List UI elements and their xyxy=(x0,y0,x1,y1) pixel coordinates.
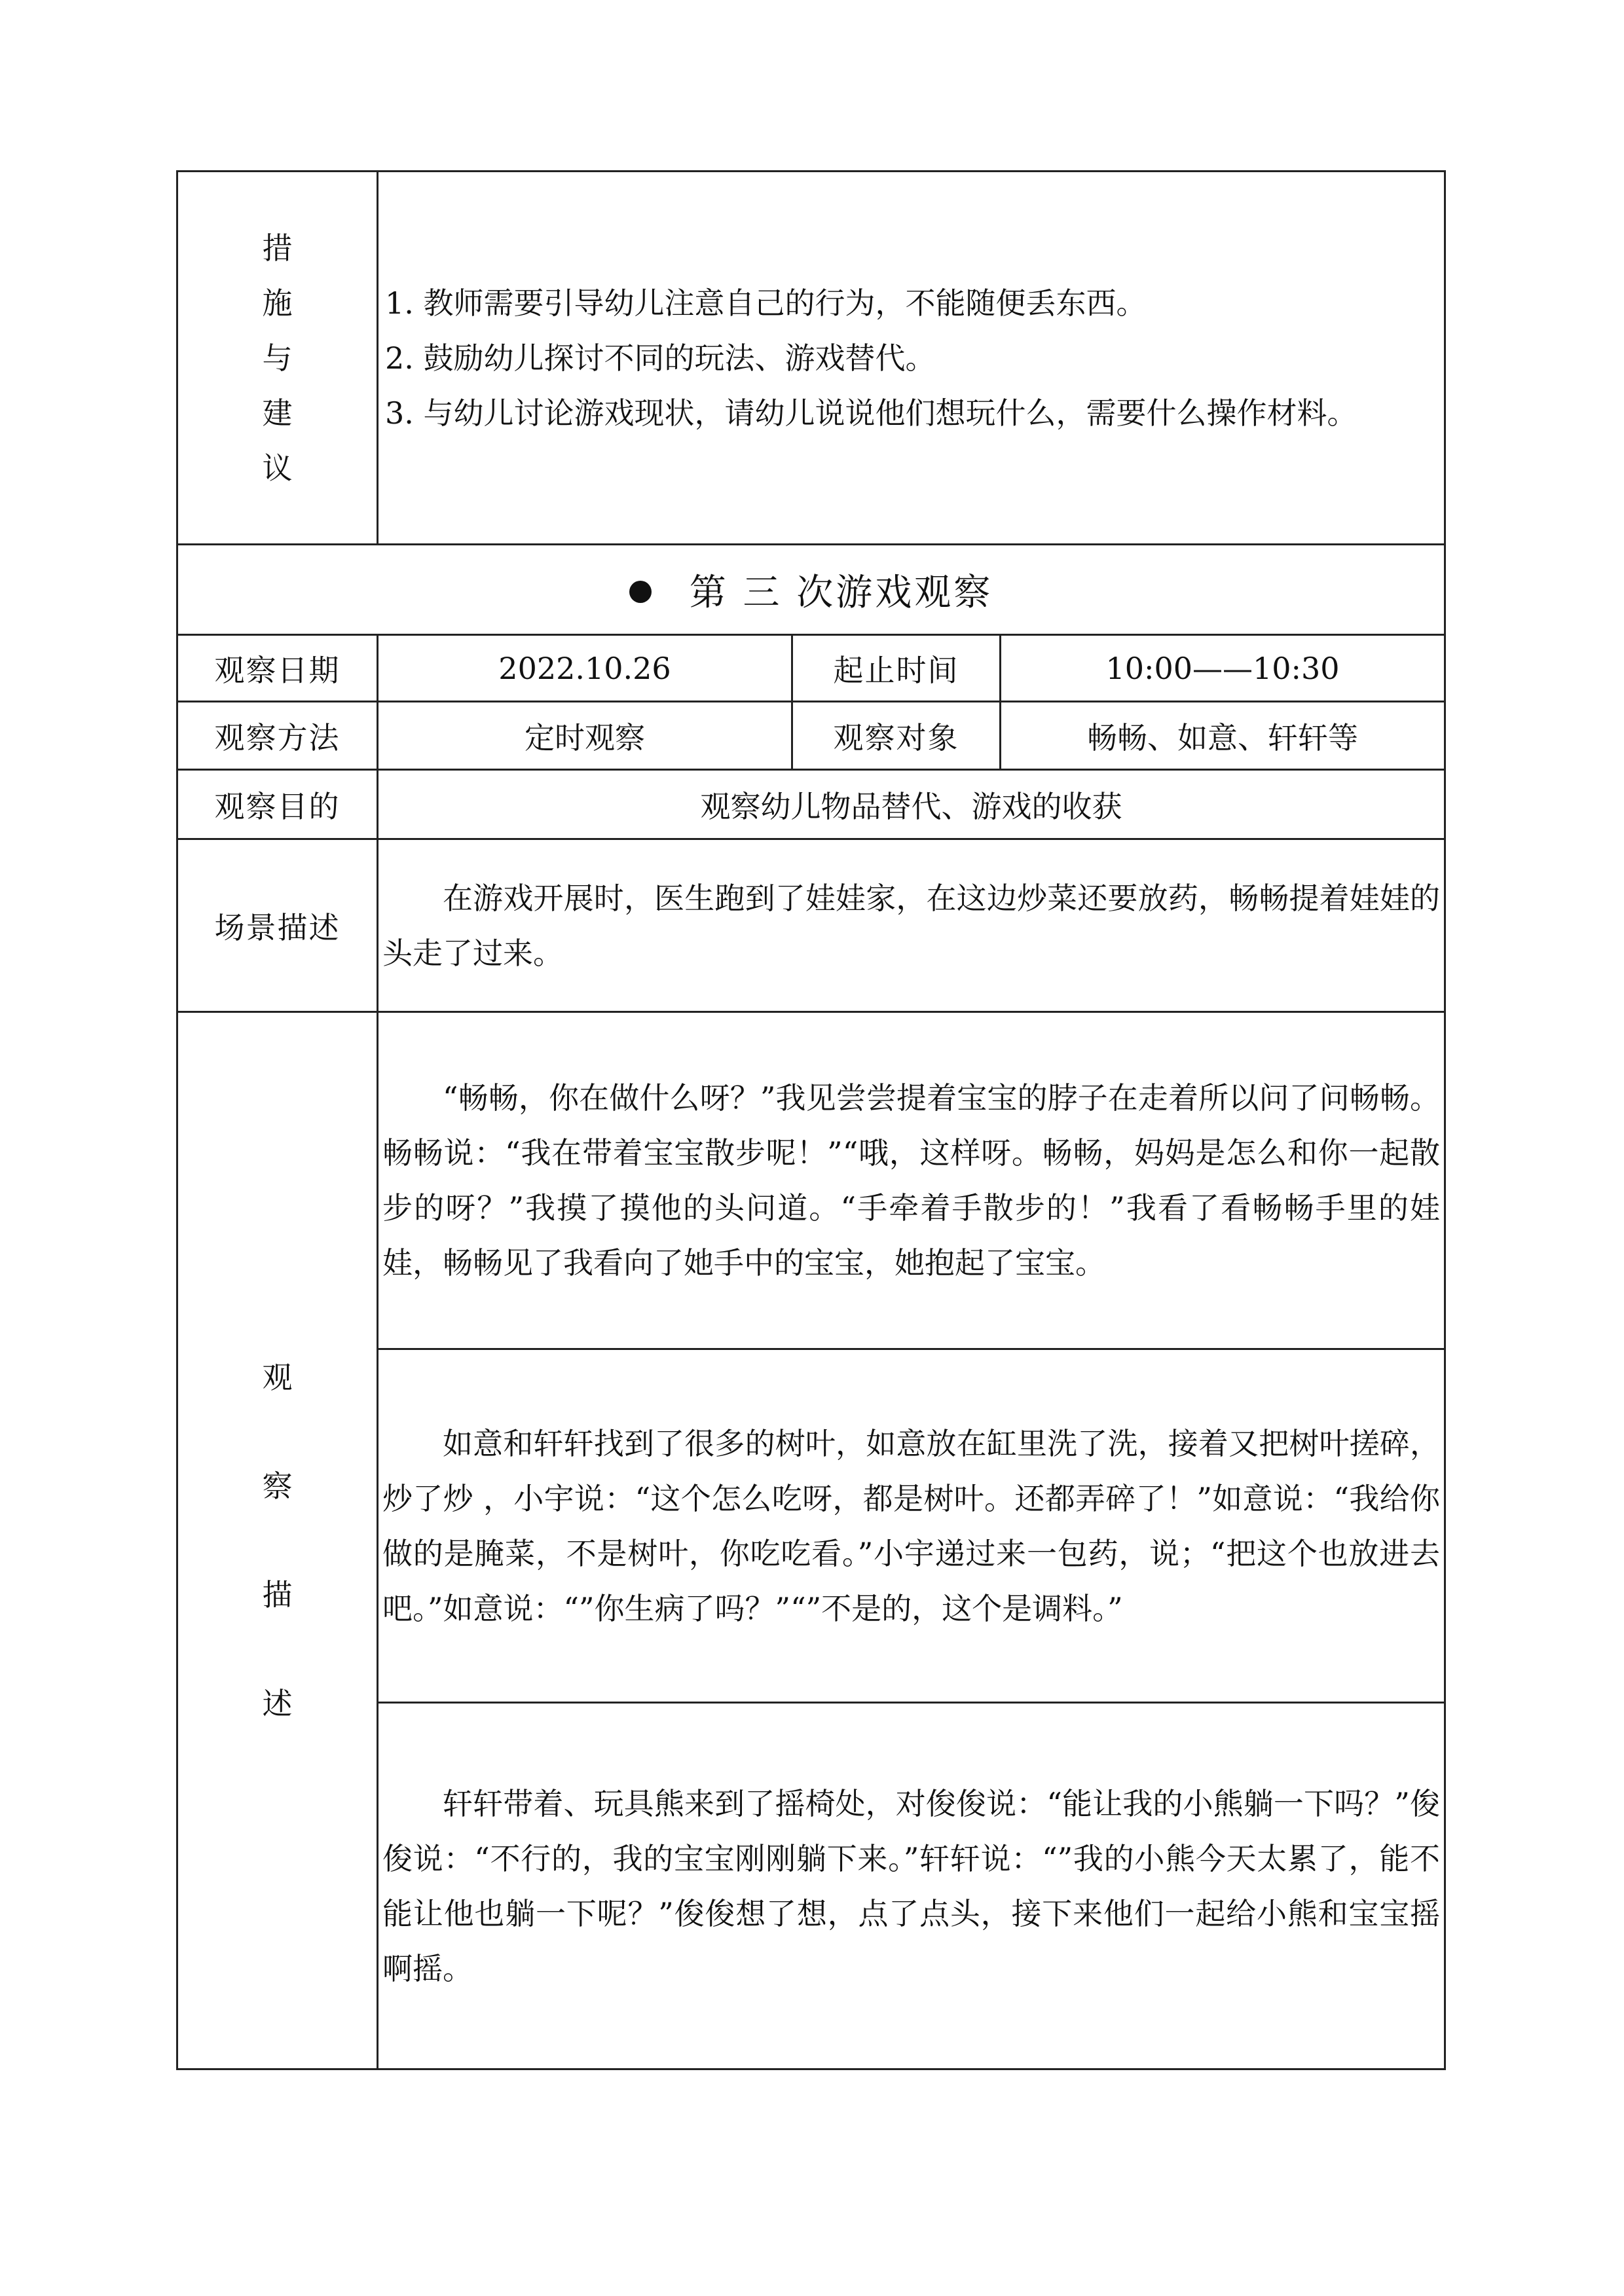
observation-label-char: 述 xyxy=(262,1686,293,1721)
date-value: 2022.10.26 xyxy=(378,635,792,702)
observation-paragraph: 轩轩带着、玩具熊来到了摇椅处，对俊俊说：“能让我的小熊躺一下吗？”俊俊说：“不行的，我的宝宝刚刚躺下来。”轩轩说：“”我的小熊今天太累了，能不能让他也躺一下呢？”俊俊想了想，点了点头，接下来他们一起给小熊和宝宝摇啊摇。 xyxy=(378,1703,1445,2069)
measures-content xyxy=(378,172,1445,545)
observation-record-table xyxy=(176,170,1446,2070)
section-header-row xyxy=(177,545,1445,635)
observation-label-char: 观 xyxy=(262,1360,293,1395)
time-value: 10:00——10:30 xyxy=(1001,635,1445,702)
date-time-row xyxy=(177,635,1445,702)
time-label: 起止时间 xyxy=(792,635,1001,702)
section-header xyxy=(177,545,1445,635)
observation-row xyxy=(177,1012,1445,1349)
measures-row xyxy=(177,172,1445,545)
measures-item: 1. 教师需要引导幼儿注意自己的行为，不能随便丢东西。 xyxy=(385,285,1147,321)
method-value: 定时观察 xyxy=(378,702,792,770)
measures-item: 2. 鼓励幼儿探讨不同的玩法、游戏替代。 xyxy=(385,340,936,376)
purpose-row xyxy=(177,770,1445,839)
observation-paragraph: 如意和轩轩找到了很多的树叶，如意放在缸里洗了洗，接着又把树叶搓碎，炒了炒 ，小宇说：“这个怎么吃呀，都是树叶。还都弄碎了！”如意说：“我给你做的是腌菜，不是树叶，你吃吃看。”小宇递过来一包药，说；“把这个也放进去吧。”如意说：“”你生病了吗？”“”不是的，这个是调料。” xyxy=(378,1349,1445,1703)
purpose-value: 观察幼儿物品替代、游戏的收获 xyxy=(378,770,1445,839)
purpose-label: 观察目的 xyxy=(177,770,378,839)
measures-label-char: 建 xyxy=(262,395,293,431)
observation-label-char: 察 xyxy=(262,1468,293,1504)
scene-label: 场景描述 xyxy=(177,839,378,1012)
measures-label-char: 议 xyxy=(262,450,293,486)
observation-paragraph: “畅畅，你在做什么呀？”我见尝尝提着宝宝的脖子在走着所以问了问畅畅。畅畅说：“我在带着宝宝散步呢！”“哦，这样呀。畅畅，妈妈是怎么和你一起散步的呀？”我摸了摸他的头问道。“手牵着手散步的！”我看了看畅畅手里的娃娃，畅畅见了我看向了她手中的宝宝，她抱起了宝宝。 xyxy=(378,1012,1445,1349)
measures-label xyxy=(177,172,378,545)
observation-label-char: 描 xyxy=(262,1577,293,1613)
date-label: 观察日期 xyxy=(177,635,378,702)
bullet-dot-icon xyxy=(629,581,652,603)
method-label: 观察方法 xyxy=(177,702,378,770)
measures-label-char: 与 xyxy=(262,340,293,376)
target-label: 观察对象 xyxy=(792,702,1001,770)
observation-label xyxy=(177,1012,378,2069)
method-target-row xyxy=(177,702,1445,770)
measures-item: 3. 与幼儿讨论游戏现状，请幼儿说说他们想玩什么，需要什么操作材料。 xyxy=(385,395,1357,431)
scene-text: 在游戏开展时，医生跑到了娃娃家，在这边炒菜还要放药，畅畅提着娃娃的头走了过来。 xyxy=(378,839,1445,1012)
measures-label-char: 措 xyxy=(262,230,293,266)
scene-row xyxy=(177,839,1445,1012)
measures-label-char: 施 xyxy=(262,285,293,321)
section-title: 第 三 次游戏观察 xyxy=(689,571,993,614)
target-value: 畅畅、如意、轩轩等 xyxy=(1001,702,1445,770)
